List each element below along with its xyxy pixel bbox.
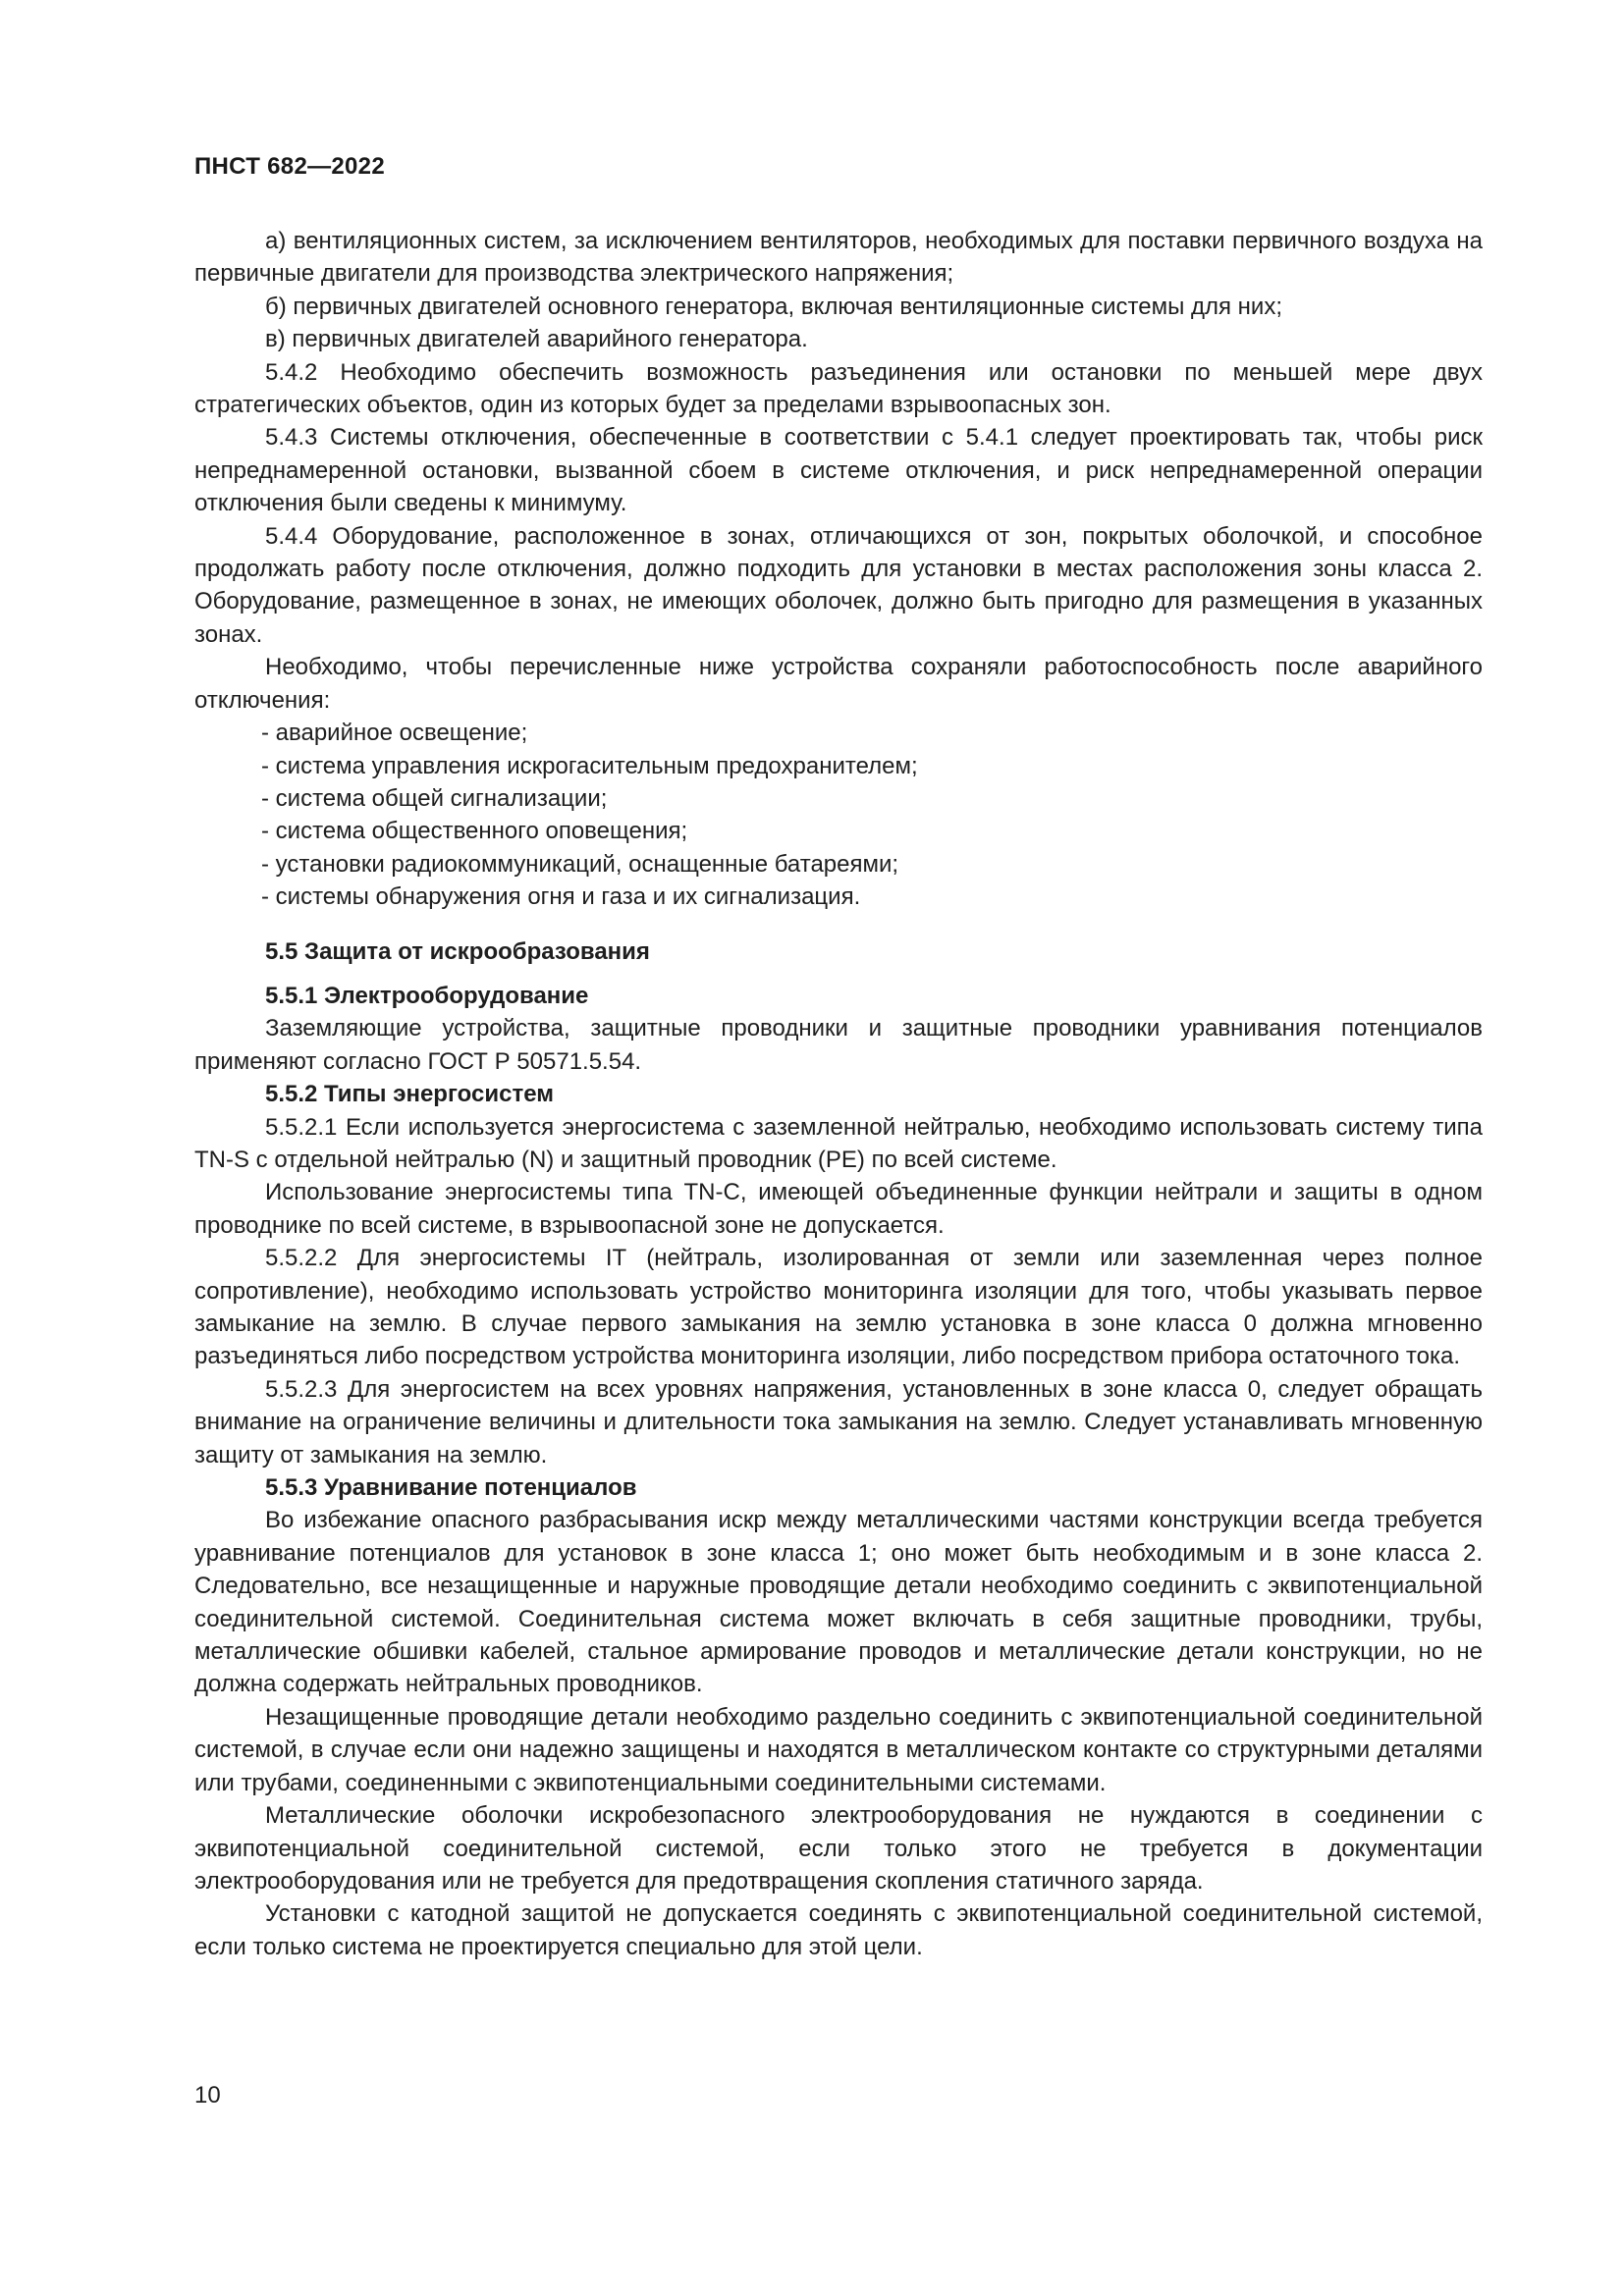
page-number: 10 [194,2082,221,2109]
dash-item-public-address: - система общественного оповещения; [261,818,688,845]
paragraph-5-5-2-3: 5.5.2.3 Для энергосистем на всех уровнях напряжения, установленных в зоне класса 0, следует обращать внимание на ограничение величины и длительности тока замыкания на землю. Следует устанавливать мгновенную защиту от замыкания на землю. [194,1375,1483,1468]
document-id-header: ПНСТ 682—2022 [194,153,385,180]
subsection-heading-5-5-2: 5.5.2 Типы энергосистем [265,1081,554,1108]
paragraph-required-devices: Необходимо, чтобы перечисленные ниже устройства сохраняли работоспособность после аварийного отключения: [194,654,1483,714]
subsection-heading-5-5-1: 5.5.1 Электрооборудование [265,982,589,1009]
subsection-heading-5-5-3: 5.5.3 Уравнивание потенциалов [265,1474,637,1502]
section-heading-5-5: 5.5 Защита от искрообразования [265,937,650,965]
list-item-c: в) первичных двигателей аварийного генератора. [265,326,808,353]
paragraph-5-5-3-b: Незащищенные проводящие детали необходимо раздельно соединить с эквипотенциальной соединительной системой, в случае если они надежно защищены и находятся в металлическом контакте со структурными деталями или трубами, соединенными с эквипотенциальными соединительными системами. [194,1703,1483,1796]
paragraph-5-4-4: 5.4.4 Оборудование, расположенное в зонах, отличающихся от зон, покрытых оболочкой, и способное продолжать работу после отключения, должно подходить для установки в местах расположения зоны класса 2. Оборудование, размещенное в зонах, не имеющих оболочек, должно быть пригодно для размещения в указанных зонах. [194,522,1483,648]
paragraph-5-5-2-2: 5.5.2.2 Для энергосистемы IT (нейтраль, изолированная от земли или заземленная через полное сопротивление), необходимо использовать устройство мониторинга изоляции для того, чтобы указывать первое замыкание на землю. В случае первого замыкания на землю установка в зоне класса 0 должна мгновенно разъединяться либо посредством устройства мониторинга изоляции, либо посредством прибора остаточного тока. [194,1245,1483,1370]
list-item-a: а) вентиляционных систем, за исключением вентиляторов, необходимых для поставки первичного воздуха на первичные двигатели для производства электрического напряжения; [194,228,1483,288]
paragraph-5-5-2-1: 5.5.2.1 Если используется энергосистема с заземленной нейтралью, необходимо использовать систему типа TN-S с отдельной нейтралью (N) и защитный проводник (PE) по всей системе. [194,1113,1483,1173]
paragraph-5-4-3: 5.4.3 Системы отключения, обеспеченные в соответствии с 5.4.1 следует проектировать так, чтобы риск непреднамеренной остановки, вызванной сбоем в системе отключения, и риск непреднамеренной операции отключения были сведены к минимуму. [194,424,1483,517]
dash-item-fire-gas-detection: - системы обнаружения огня и газа и их сигнализация. [261,883,861,911]
paragraph-tn-c: Использование энергосистемы типа TN-C, имеющей объединенные функции нейтрали и защиты в одном проводнике по всей системе, в взрывоопасной зоне не допускается. [194,1179,1483,1239]
paragraph-5-5-3-a: Во избежание опасного разбрасывания искр между металлическими частями конструкции всегда требуется уравнивание потенциалов для установок в зоне класса 1; оно может быть необходимым и в зоне класса 2. Следовательно, все незащищенные и наружные проводящие детали необходимо соединить с эквипотенциальной соединительной системой. Соединительная система может включать в себя защитные проводники, трубы, металлические обшивки кабелей, стальное армирование проводов и металлические детали конструкции, но не должна содержать нейтральных проводников. [194,1507,1483,1698]
paragraph-5-5-3-c: Металлические оболочки искробезопасного электрооборудования не нуждаются в соединении с эквипотенциальной соединительной системой, если только этого не требуется в документации электрооборудования или не требуется для предотвращения скопления статичного заряда. [194,1802,1483,1895]
dash-item-spark-fuse-control: - система управления искрогасительным предохранителем; [261,752,918,779]
paragraph-5-5-1: Заземляющие устройства, защитные проводники и защитные проводники уравнивания потенциалов применяют согласно ГОСТ Р 50571.5.54. [194,1015,1483,1075]
list-item-b: б) первичных двигателей основного генератора, включая вентиляционные системы для них; [265,293,1282,320]
dash-item-general-alarm: - система общей сигнализации; [261,784,608,812]
paragraph-5-5-3-d: Установки с катодной защитой не допускается соединять с эквипотенциальной соединительной системой, если только система не проектируется специально для этой цели. [194,1900,1483,1960]
paragraph-5-4-2: 5.4.2 Необходимо обеспечить возможность разъединения или остановки по меньшей мере двух стратегических объектов, один из которых будет за пределами взрывоопасных зон. [194,358,1483,419]
document-body [194,225,1483,1963]
dash-item-radio-communications: - установки радиокоммуникаций, оснащенные батареями; [261,850,899,878]
dash-item-emergency-lighting: - аварийное освещение; [261,720,528,747]
